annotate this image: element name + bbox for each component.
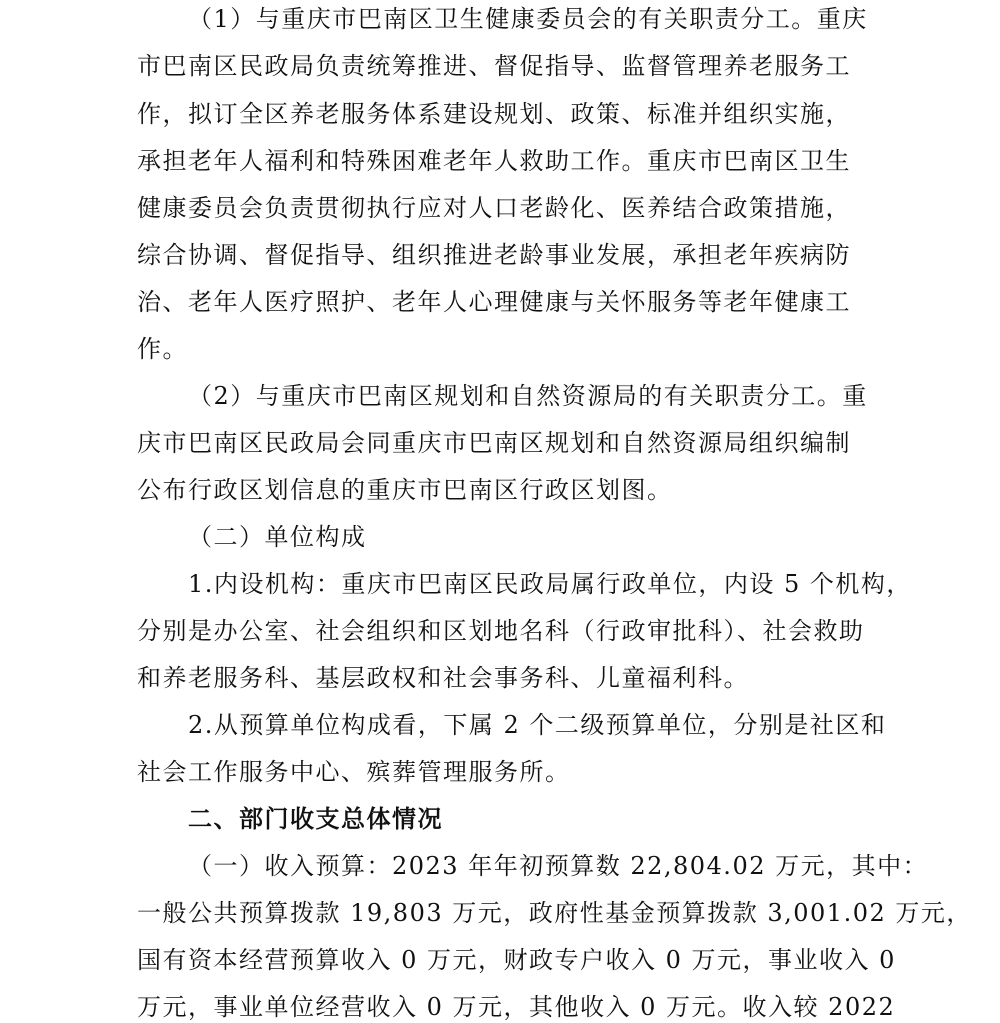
paragraph-3-line-1: 1.内设机构：重庆市巴南区民政局属行政单位，内设 5 个机构， bbox=[188, 570, 912, 598]
paragraph-3-line-3: 和养老服务科、基层政权和社会事务科、儿童福利科。 bbox=[137, 664, 749, 692]
paragraph-1-line-1: （1）与重庆市巴南区卫生健康委员会的有关职责分工。重庆 bbox=[188, 5, 868, 33]
paragraph-2-line-2: 庆市巴南区民政局会同重庆市巴南区规划和自然资源局组织编制 bbox=[137, 429, 851, 457]
paragraph-1-line-7: 治、老年人医疗照护、老年人心理健康与关怀服务等老年健康工 bbox=[137, 288, 851, 316]
paragraph-1-line-2: 市巴南区民政局负责统筹推进、督促指导、监督管理养老服务工 bbox=[137, 52, 851, 80]
paragraph-1-line-4: 承担老年人福利和特殊困难老年人救助工作。重庆市巴南区卫生 bbox=[137, 147, 851, 175]
paragraph-4-line-1: 2.从预算单位构成看，下属 2 个二级预算单位，分别是社区和 bbox=[188, 711, 887, 739]
section-heading-budget-overview: 二、部门收支总体情况 bbox=[188, 805, 443, 833]
paragraph-3-line-2: 分别是办公室、社会组织和区划地名科（行政审批科）、社会救助 bbox=[137, 617, 865, 645]
paragraph-1-line-6: 综合协调、督促指导、组织推进老龄事业发展，承担老年疾病防 bbox=[137, 241, 851, 269]
paragraph-2-line-1: （2）与重庆市巴南区规划和自然资源局的有关职责分工。重 bbox=[188, 382, 868, 410]
paragraph-2-line-3: 公布行政区划信息的重庆市巴南区行政区划图。 bbox=[137, 476, 673, 504]
paragraph-5-line-2: 一般公共预算拨款 19,803 万元，政府性基金预算拨款 3,001.02 万元， bbox=[137, 899, 972, 927]
paragraph-5-line-3: 国有资本经营预算收入 0 万元，财政专户收入 0 万元，事业收入 0 bbox=[137, 946, 896, 974]
paragraph-1-line-8: 作。 bbox=[137, 335, 188, 363]
paragraph-4-line-2: 社会工作服务中心、殡葬管理服务所。 bbox=[137, 758, 571, 786]
paragraph-1-line-3: 作，拟订全区养老服务体系建设规划、政策、标准并组织实施， bbox=[137, 100, 851, 128]
section-heading-unit-composition: （二）单位构成 bbox=[188, 523, 367, 551]
paragraph-5-line-1: （一）收入预算：2023 年年初预算数 22,804.02 万元，其中： bbox=[188, 852, 929, 880]
paragraph-1-line-5: 健康委员会负责贯彻执行应对人口老龄化、医养结合政策措施， bbox=[137, 194, 851, 222]
paragraph-5-line-4: 万元，事业单位经营收入 0 万元，其他收入 0 万元。收入较 2022 bbox=[137, 993, 896, 1021]
